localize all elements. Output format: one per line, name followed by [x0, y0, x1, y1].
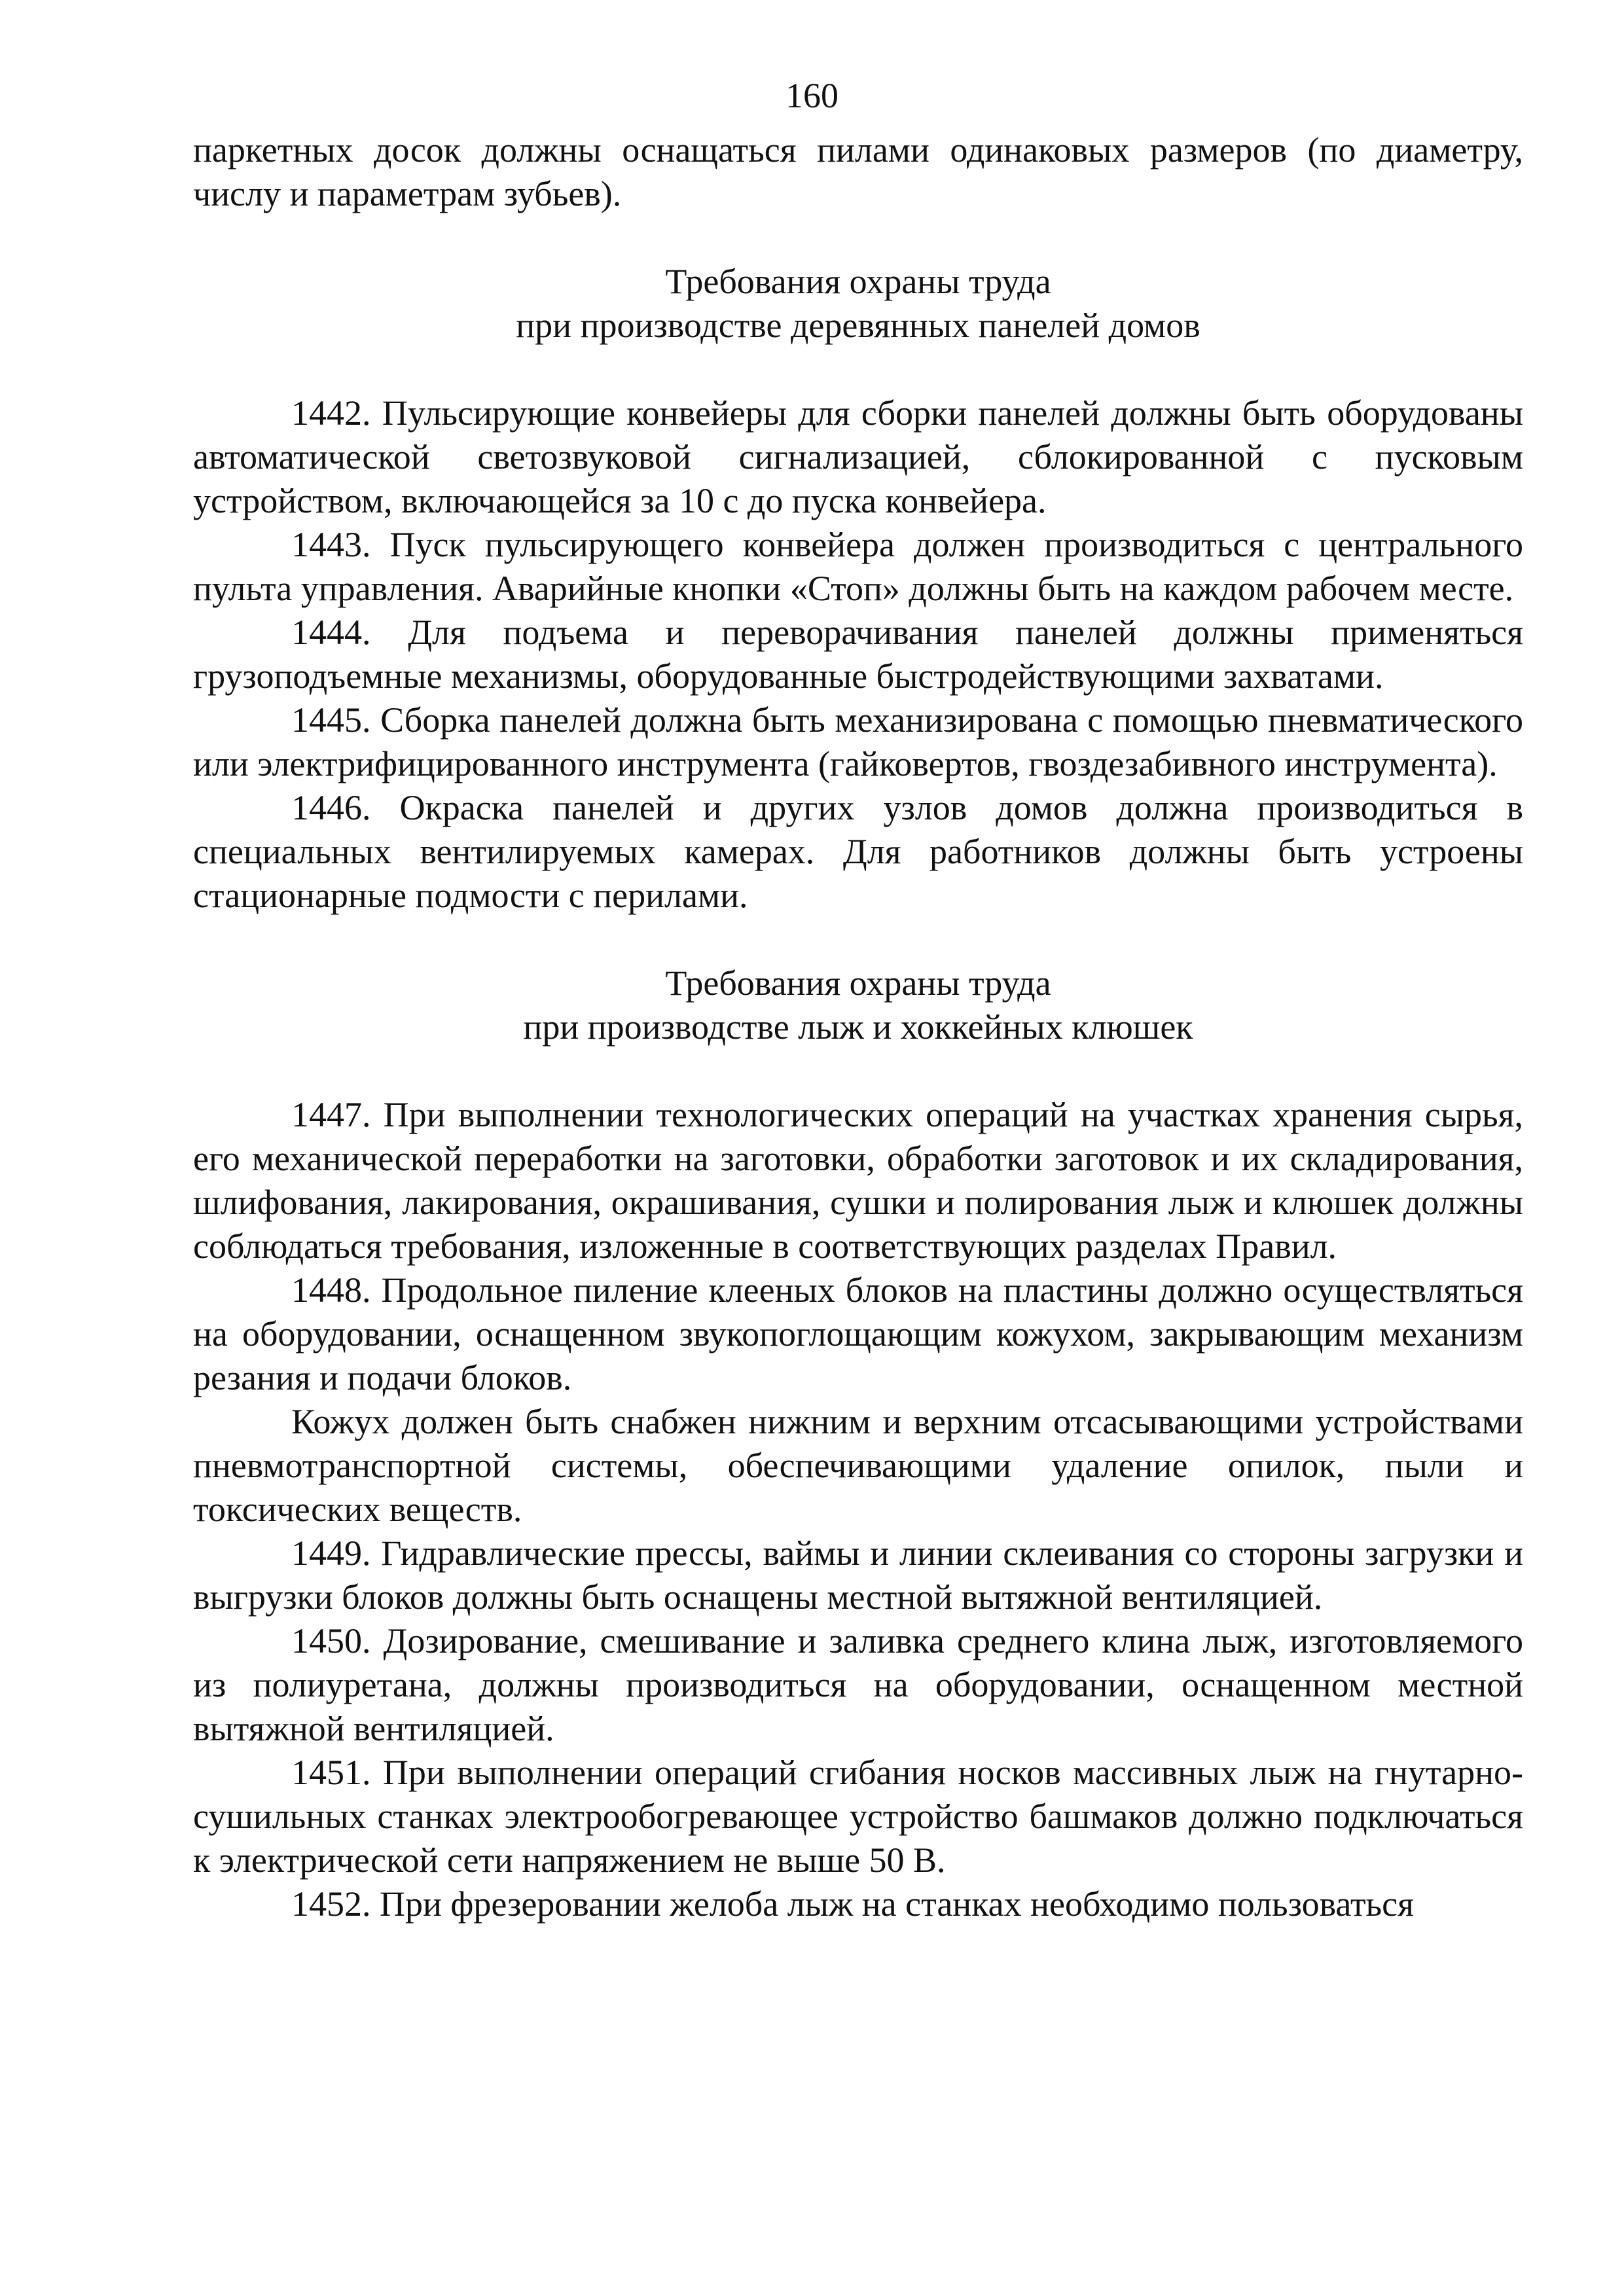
paragraph-1445: 1445. Сборка панелей должна быть механизирована с помощью пневматического или электрифицированного инструмента (гайковертов, гвоздезабивного инструмента).	[193, 700, 1523, 783]
paragraph-1443: 1443. Пуск пульсирующего конвейера должен производиться с центрального пульта управления. Аварийные кнопки «Стоп» должны быть на каждом рабочем месте.	[193, 525, 1523, 608]
page-number: 160	[785, 76, 839, 115]
document-body	[193, 128, 1523, 1926]
section-heading-panels	[193, 260, 1523, 348]
paragraph-1448: 1448. Продольное пиление клееных блоков на пластины должно осуществляться на оборудовании, оснащенном звукопоглощающим кожухом, закрывающим механизм резания и подачи блоков.	[193, 1270, 1523, 1397]
section-heading-line2: при производстве деревянных панелей домов	[516, 306, 1200, 345]
paragraph-1449: 1449. Гидравлические прессы, ваймы и линии склеивания со стороны загрузки и выгрузки блоков должны быть оснащены местной вытяжной вентиляцией.	[193, 1534, 1523, 1617]
paragraph-1448-cont: Кожух должен быть снабжен нижним и верхним отсасывающими устройствами пневмотранспортной системы, обеспечивающими удаление опилок, пыли и токсических веществ.	[193, 1402, 1523, 1529]
paragraph-1444: 1444. Для подъема и переворачивания панелей должны применяться грузоподъемные механизмы, оборудованные быстродействующими захватами.	[193, 613, 1523, 696]
paragraph-1451: 1451. При выполнении операций сгибания носков массивных лыж на гнутарно-сушильных станках электрообогревающее устройство башмаков должно подключаться к электрической сети напряжением не выше 50 В.	[193, 1753, 1523, 1880]
paragraph-1446: 1446. Окраска панелей и других узлов домов должна производиться в специальных вентилируемых камерах. Для работников должны быть устроены стационарные подмости с перилами.	[193, 788, 1523, 915]
section-heading-line1: Требования охраны труда	[665, 963, 1051, 1003]
paragraph-1452: 1452. При фрезеровании желоба лыж на станках необходимо пользоваться	[291, 1884, 1414, 1924]
paragraph-1442: 1442. Пульсирующие конвейеры для сборки панелей должны быть оборудованы автоматической светозвуковой сигнализацией, сблокированной с пусковым устройством, включающейся за 10 с до пуска конвейера.	[193, 393, 1523, 520]
paragraph-1450: 1450. Дозирование, смешивание и заливка среднего клина лыж, изготовляемого из полиуретана, должны производиться на оборудовании, оснащенном местной вытяжной вентиляцией.	[193, 1621, 1523, 1748]
section-heading-line1: Требования охраны труда	[665, 262, 1051, 301]
section-heading-skis	[193, 961, 1523, 1049]
section-heading-line2: при производстве лыж и хоккейных клюшек	[523, 1007, 1193, 1047]
paragraph-1447: 1447. При выполнении технологических операций на участках хранения сырья, его механической переработки на заготовки, обработки заготовок и их складирования, шлифования, лакирования, окрашивания, сушки и полирования лыж и клюшек должны соблюдаться требования, изложенные в соответствующих разделах Правил.	[193, 1095, 1523, 1266]
intro-paragraph: паркетных досок должны оснащаться пилами одинаковых размеров (по диаметру, числу и параметрам зубьев).	[193, 130, 1523, 213]
